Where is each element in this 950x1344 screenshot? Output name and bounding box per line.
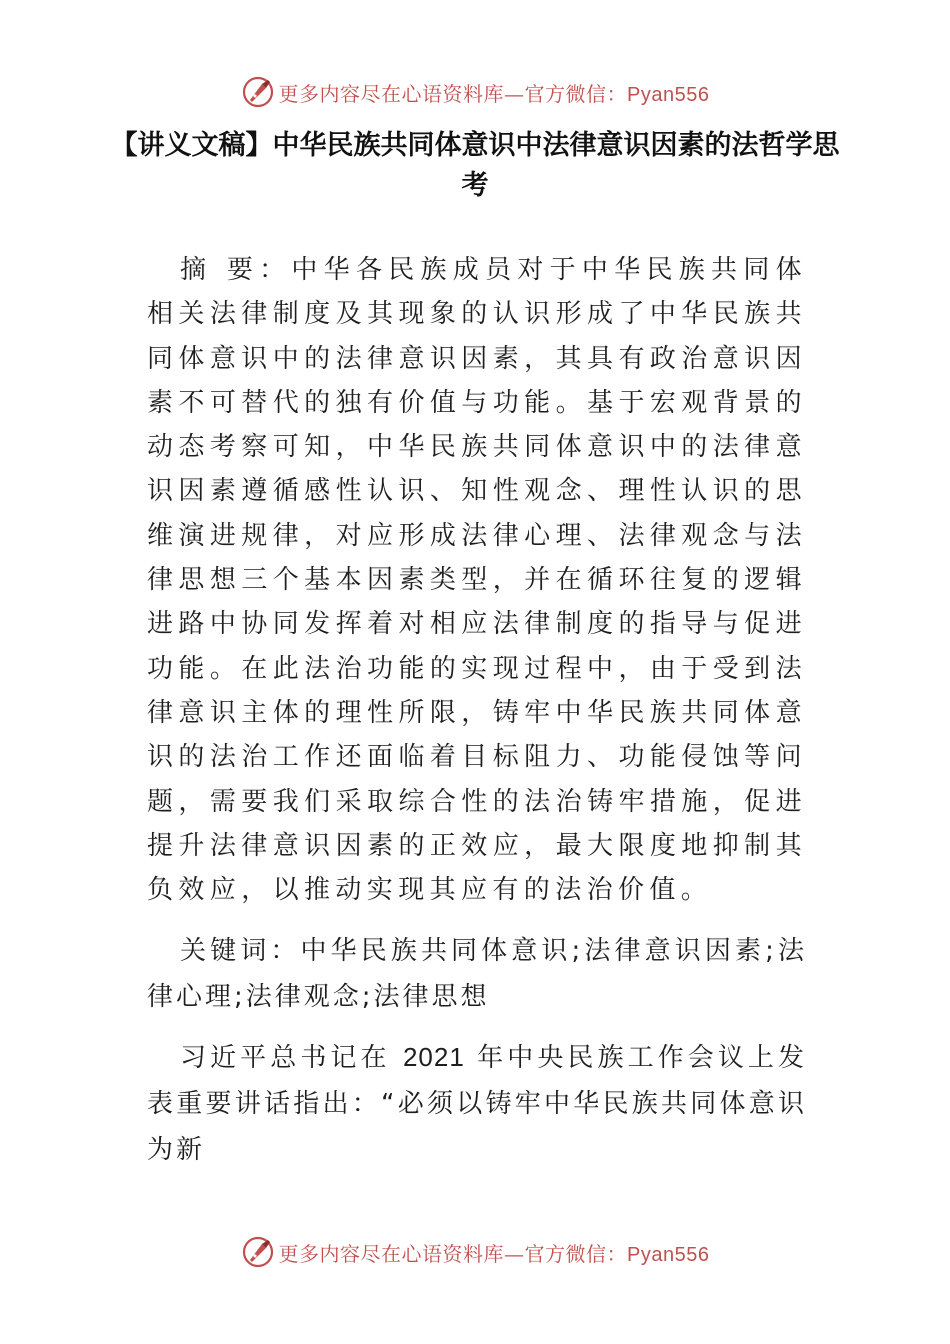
pen-nib-circle-icon [241,1235,275,1269]
footer-banner [0,1232,950,1272]
header-banner [0,72,950,112]
wechat-id: Pyan556 [627,83,710,106]
banner-text: 更多内容尽在心语资料库—官方微信：Pyan556 [278,1241,710,1266]
intro-paragraph: 习近平总书记在 2021 年中央民族工作会议上发表重要讲话指出：“必须以铸牢中华民族共同体意识为新 [147,1042,808,1166]
pen-nib-circle-icon [241,75,275,109]
keywords-paragraph: 关键词：中华民族共同体意识;法律意识因素;法律心理;法律观念;法律思想 [147,936,807,1013]
year-number: 2021 [402,1042,465,1073]
wechat-id: Pyan556 [627,1243,710,1266]
document-title: 【讲义文稿】中华民族共同体意识中法律意识因素的法哲学思考 [110,130,840,201]
banner-text: 更多内容尽在心语资料库—官方微信：Pyan556 [278,81,710,106]
document-body [147,248,807,1173]
abstract-paragraph: 摘 要：中华各民族成员对于中华民族共同体相关法律制度及其现象的认识形成了中华民族共同体意识中的法律意识因素，其具有政治意识因素不可替代的独有价值与功能。基于宏观背景的动态考察可知，中华民族共同体意识中的法律意识因素遵循感性认识、知性观念、理性认识的思维演进规律，对应形成法律心理、法律观念与法律思想三个基本因素类型，并在循环往复的逻辑进路中协同发挥着对相应法律制度的指导与促进功能。在此法治功能的实现过程中，由于受到法律意识主体的理性所限，铸牢中华民族共同体意识的法治工作还面临着目标阻力、功能侵蚀等问题，需要我们采取综合性的法治铸牢措施，促进提升法律意识因素的正效应，最大限度地抑制其负效应，以推动实现其应有的法治价值。 [147,255,807,906]
